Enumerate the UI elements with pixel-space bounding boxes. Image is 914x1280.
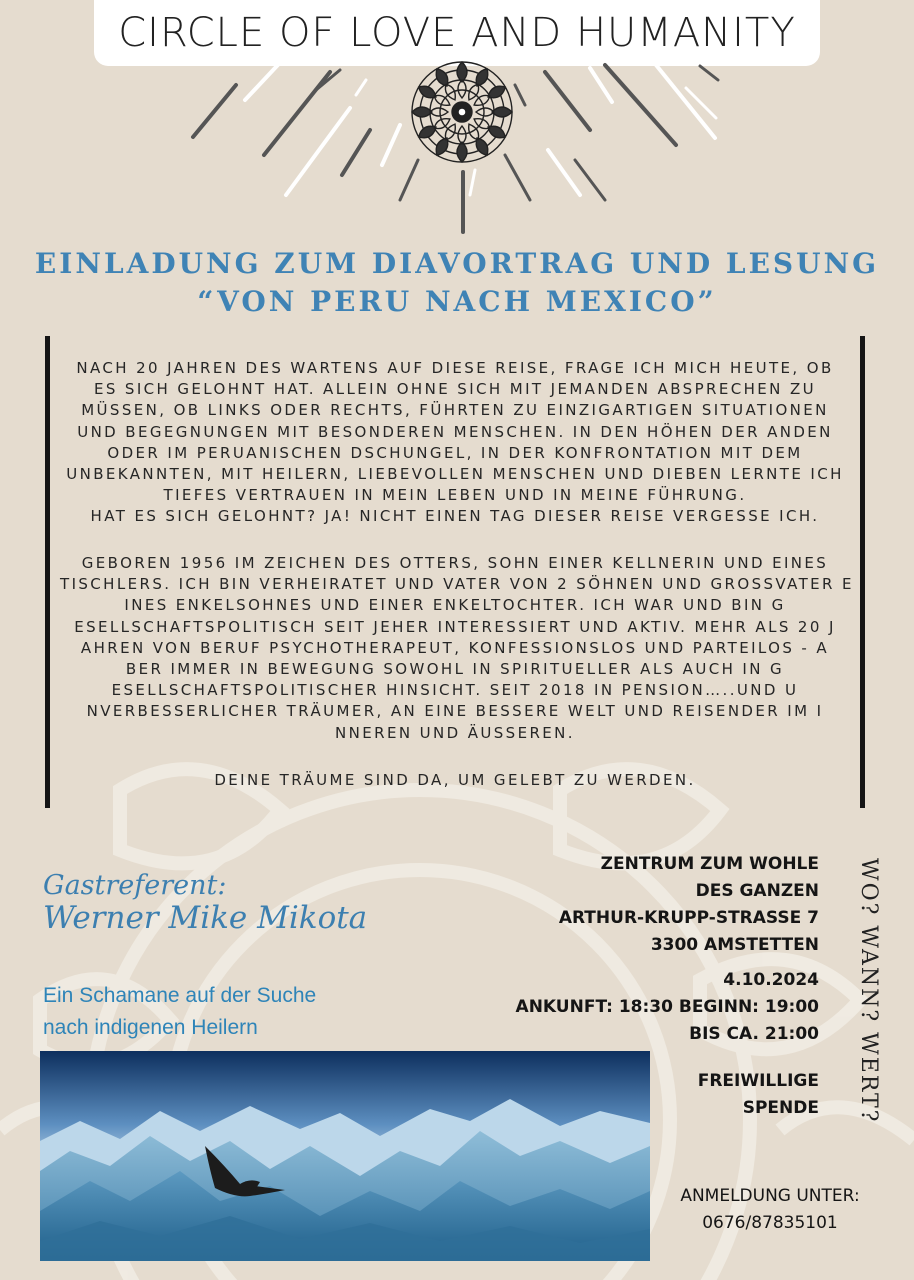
event-end-time: BIS CA. 21:00 xyxy=(689,1024,819,1044)
closing-quote: DEINE TRÄUME SIND DA, UM GELEBT ZU WERDEN. xyxy=(214,771,696,789)
donation-line: FREIWILLIGE xyxy=(697,1071,819,1091)
registration-label: ANMELDUNG UNTER: xyxy=(680,1186,860,1206)
speaker-name: Werner Mike Mikota xyxy=(43,900,368,936)
bio-line: NNEREN UND ÄUSSEREN. xyxy=(335,723,575,742)
story-line: MÜSSEN, OB LINKS ODER RECHTS, FÜHRTEN ZU EINZIGARTIGEN SITUATIONEN xyxy=(81,401,829,420)
bio-line: BER IMMER IN BEWEGUNG SOWOHL IN SPIRITUELLER ALS AUCH IN G xyxy=(125,660,785,679)
story-paragraph-1 xyxy=(60,358,850,528)
bio-line: INES ENKELSOHNES UND EINER ENKELTOCHTER. ICH WAR UND BIN G xyxy=(124,596,786,615)
bio-line: NVERBESSERLICHER TRÄUMER, AN EINE BESSERE WELT UND REISENDER IM I xyxy=(86,702,824,721)
speaker-label: Gastreferent: xyxy=(43,870,227,901)
venue-line: DES GANZEN xyxy=(695,881,819,901)
right-divider-bar xyxy=(860,336,865,808)
bio-line: TISCHLERS. ICH BIN VERHEIRATET UND VATER VON 2 SÖHNEN UND GROSSVATER E xyxy=(60,575,854,594)
tagline-line: nach indigenen Heilern xyxy=(43,1016,258,1039)
venue-line: 3300 AMSTETTEN xyxy=(650,935,819,955)
donation-line: SPENDE xyxy=(742,1098,819,1118)
venue-address xyxy=(559,851,819,959)
invitation-heading: EINLADUNG ZUM DIAVORTRAG UND LESUNG xyxy=(34,247,880,280)
story-paragraph-2 xyxy=(60,553,854,744)
event-date: 4.10.2024 xyxy=(723,970,819,990)
story-line: UND BEGEGNUNGEN MIT BESONDEREN MENSCHEN. IN DEN HÖHEN DER ANDEN xyxy=(77,422,833,441)
talk-title: “VON PERU NACH MEXICO” xyxy=(197,285,717,318)
story-line: HAT ES SICH GELOHNT? JA! NICHT EINEN TAG DIESER REISE VERGESSE ICH. xyxy=(90,507,820,526)
story-line: NACH 20 JAHREN DES WARTENS AUF DIESE REISE, FRAGE ICH MICH HEUTE, OB xyxy=(76,359,834,377)
bio-line: ESELLSCHAFTSPOLITISCHER HINSICHT. SEIT 2018 IN PENSION…..UND U xyxy=(111,681,799,700)
vertical-tagline-text: WO? WANN? WERT? xyxy=(856,858,881,1124)
left-divider-bar xyxy=(45,336,50,808)
venue-line: ZENTRUM ZUM WOHLE xyxy=(600,854,819,874)
bio-line: ESELLSCHAFTSPOLITISCH SEIT JEHER INTERESSIERT UND AKTIV. MEHR ALS 20 J xyxy=(74,617,836,636)
sunburst-rays xyxy=(0,0,914,240)
donation-note xyxy=(698,1068,819,1122)
event-times: ANKUNFT: 18:30 BEGINN: 19:00 xyxy=(515,997,819,1017)
speaker-tagline xyxy=(43,980,383,1044)
page-title: CIRCLE OF LOVE AND HUMANITY xyxy=(118,10,796,56)
story-line: ES SICH GELOHNT HAT. ALLEIN OHNE SICH MIT JEMANDEN ABSPRECHEN ZU xyxy=(93,380,817,399)
bio-line: AHREN VON BERUF PSYCHOTHERAPEUT, KONFESSIONSLOS UND PARTEILOS - A xyxy=(80,638,830,657)
registration-phone: 0676/87835101 xyxy=(702,1213,838,1233)
bio-line: GEBOREN 1956 IM ZEICHEN DES OTTERS, SOHN EINER KELLNERIN UND EINES xyxy=(81,554,829,572)
story-line: TIEFES VERTRAUEN IN MEIN LEBEN UND IN MEINE FÜHRUNG. xyxy=(163,486,747,505)
vertical-tagline xyxy=(845,858,885,1148)
venue-line: ARTHUR-KRUPP-STRASSE 7 xyxy=(558,908,819,928)
registration-info xyxy=(670,1183,870,1237)
story-line: ODER IM PERUANISCHEN DSCHUNGEL, IN DER KONFRONTATION MIT DEM xyxy=(107,443,803,462)
event-schedule xyxy=(516,967,819,1048)
story-line: UNBEKANNTEN, MIT HEILERN, LIEBEVOLLEN MENSCHEN UND DIEBEN LERNTE ICH xyxy=(66,465,844,484)
mountain-eagle-photo xyxy=(40,1051,650,1261)
mandala-icon xyxy=(412,62,512,162)
tagline-line: Ein Schamane auf der Suche xyxy=(43,984,317,1007)
